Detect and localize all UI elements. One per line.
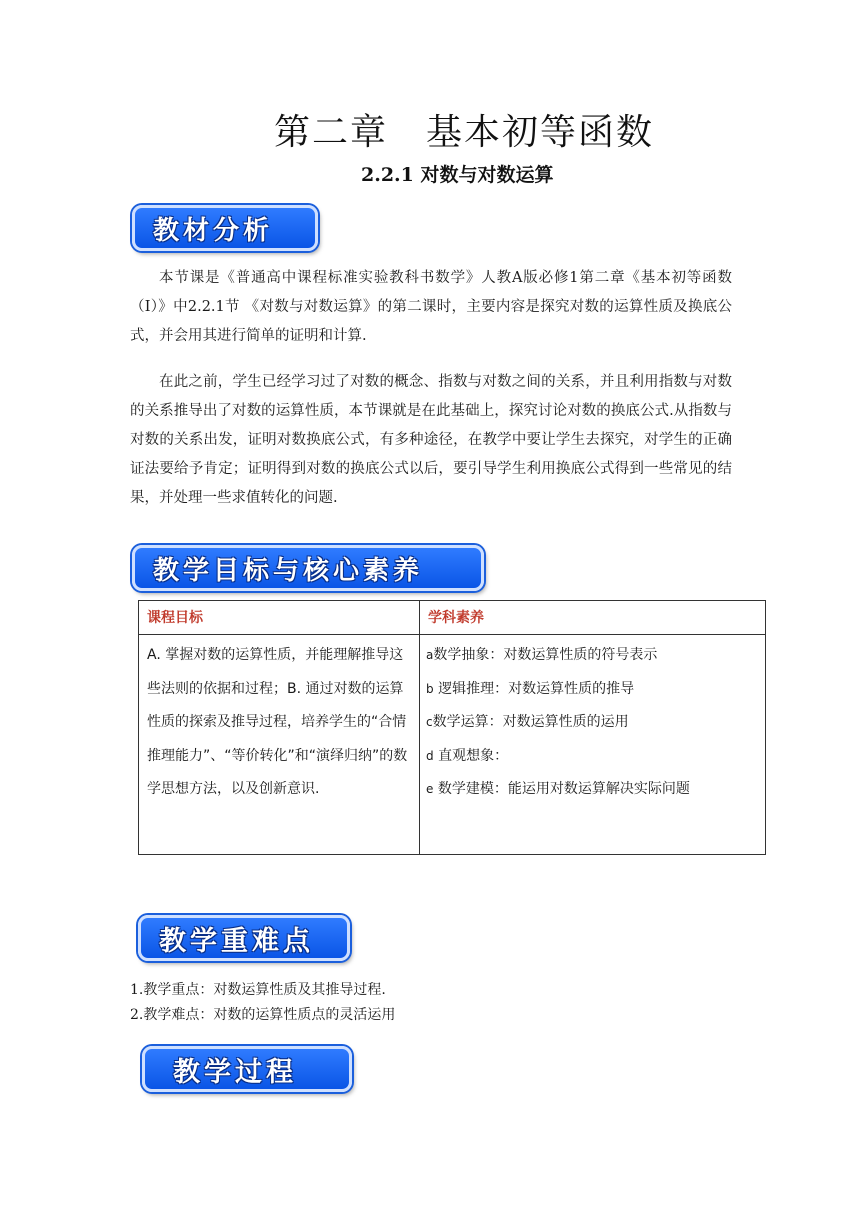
literacy-item: e 数学建模：能运用对数运算解决实际问题 bbox=[426, 781, 690, 797]
literacy-item: b 逻辑推理：对数运算性质的推导 bbox=[426, 680, 635, 697]
key-point-line: 1.教学重点：对数运算性质及其推导过程. bbox=[130, 982, 386, 998]
banner-label: 教学过程 bbox=[173, 1056, 297, 1088]
banner-objectives bbox=[132, 545, 484, 591]
literacy-item: a数学抽象：对数运算性质的符号表示 bbox=[426, 647, 658, 663]
chapter-title: 第二章 基本初等函数 bbox=[274, 112, 655, 153]
section-title: 2.2.1 对数与对数运算 bbox=[361, 164, 554, 186]
course-goals-text: A. 掌握对数的运算性质，并能理解推导这些法则的依据和过程；B. 通过对数的运算性质的探索及推导过程，培养学生的“合情推理能力”、“等价转化”和“演绎归纳”的数学思想方法，以及创新意识. bbox=[147, 647, 408, 797]
analysis-paragraph-1: 本节课是《普通高中课程标准实验教科书数学》人教A版必修1第二章《基本初等函数（I）》中2.2.1节 《对数与对数运算》的第二课时，主要内容是探究对数的运算性质及换底公式，并会用其进行简单的证明和计算. bbox=[130, 270, 732, 344]
objectives-table bbox=[138, 600, 766, 855]
difficult-point-line: 2.教学难点：对数的运算性质点的灵活运用 bbox=[130, 1007, 396, 1023]
banner-label: 教材分析 bbox=[153, 215, 274, 246]
header-core-literacy: 学科素养 bbox=[420, 601, 766, 635]
banner-textbook-analysis bbox=[132, 205, 318, 251]
core-literacy-cell bbox=[420, 635, 766, 855]
banner-teaching-process bbox=[142, 1046, 352, 1092]
banner-label: 教学重难点 bbox=[159, 925, 314, 957]
banner-key-points bbox=[138, 915, 350, 961]
header-course-goals: 课程目标 bbox=[139, 601, 420, 635]
course-goals-cell bbox=[139, 635, 420, 855]
literacy-item: d 直观想象： bbox=[426, 747, 509, 764]
analysis-paragraph-2: 在此之前，学生已经学习过了对数的概念、指数与对数之间的关系，并且利用指数与对数的关系推导出了对数的运算性质，本节课就是在此基础上，探究讨论对数的换底公式.从指数与对数的关系出发，证明对数换底公式，有多种途径，在教学中要让学生去探究，对学生的正确证法要给予肯定；证明得到对数的换底公式以后，要引导学生利用换底公式得到一些常见的结果，并处理一些求值转化的问题. bbox=[130, 374, 732, 506]
literacy-item: c数学运算：对数运算性质的运用 bbox=[426, 714, 629, 730]
banner-label: 教学目标与核心素养 bbox=[153, 555, 424, 586]
